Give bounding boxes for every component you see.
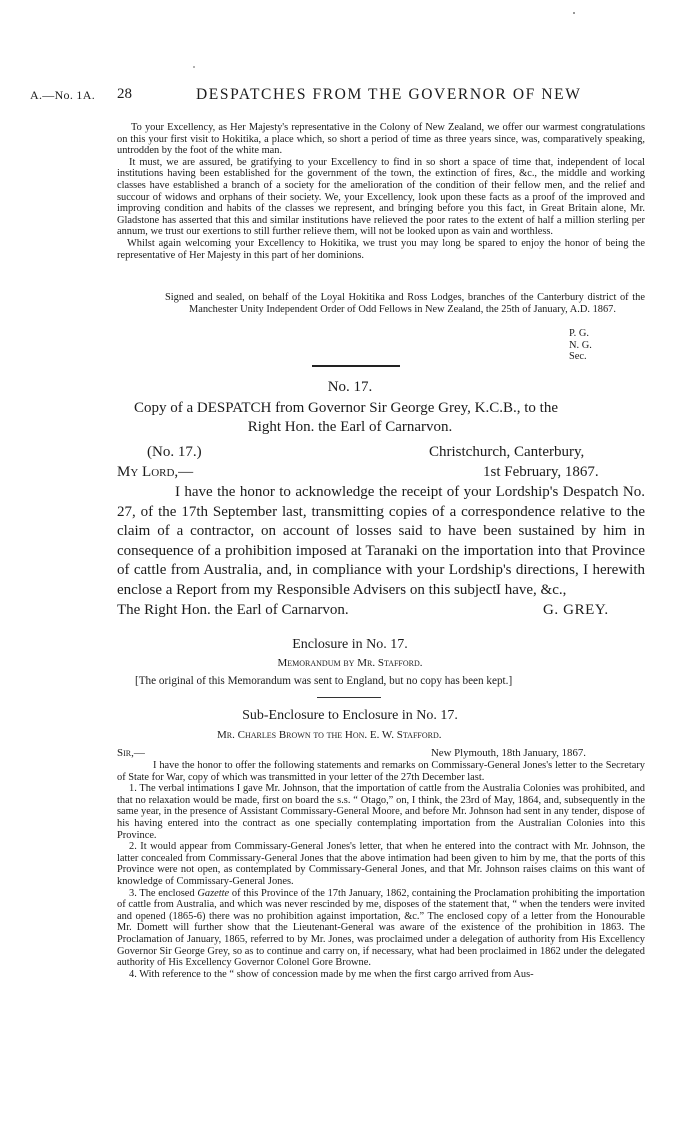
text-run: Gazette [197,887,230,899]
paragraph [117,888,645,969]
paragraph: Signed and sealed, on behalf of the Loyal Hokitika and Ross Lodges, branches of the Canterbury district of the Manchester Unity Independent Order of Odd Fellows in New Zealand, the 25th of January, A.D. 1867. [165,292,645,315]
paragraph: 1. The verbal intimations I gave Mr. Johnson, that the importation of cattle from the Australia Colonies was prohibited, and that no relaxation would be made, first on board the s.s. “ Otago,” on, I think, the 23rd of May, 1864, and, subsequently in the same year, in the presence of Assistant Commissary-General Moore, and before Mr. Johnson had sent in any tender, dispose of his having entered into the contract as one specially contemplating importation from the Australian Colonies into this Province. [117,783,645,841]
paragraph: 2. It would appear from Commissary-General Jones's letter, that when he entered into the contract with Mr. Johnson, the latter concealed from Commissary-General Jones that the above intimation had been given to him by me, that the ports of this Province were not open, as contemplated by Commissary-General Jones, and that Mr. Johnson raises claims on this want of knowledge of Commissary-General Jones. [117,841,645,887]
despatch-body: I have the honor to acknowledge the receipt of your Lordship's Despatch No. 27, of the 17th September last, transmitting copies of a correspondence relative to the claim of a contractor, on account of losses said to have been sustained by him in consequence of a prohibition imposed at Taranaki on the importation into that Province of cattle from Australia, and, in compliance with your Lordship's directions, I herewith enclose a Report from my Responsible Advisers on this subject. [117,484,645,598]
despatch-number: (No. 17.) [147,444,202,460]
signatory-pg: P. G. [569,328,589,339]
despatch-closing: I have, &c., [496,582,567,598]
letter-body [117,760,645,980]
letter-place-date: New Plymouth, 18th January, 1867. [431,747,586,759]
enclosure-heading: Enclosure in No. 17. [292,637,408,652]
paragraph: I have the honor to offer the following statements and remarks on Commissary-General Jones's letter to the Secretary of State for War, copy of which was transmitted in your letter of the 27th December last. [117,760,645,783]
sub-enclosure-heading: Sub-Enclosure to Enclosure in No. 17. [242,708,458,723]
enclosure-subheading: Memorandum by Mr. Stafford. [277,657,423,669]
letter-salutation: Sir,— [117,747,145,759]
signatories [569,328,592,363]
despatch-signature: G. GREY. [543,602,609,618]
despatch-heading: No. 17. [327,379,373,395]
paragraph: It must, we are assured, be gratifying to your Excellency to find in so short a space of time that, independent of local institutions having been established for the government of the town, the extinction of fires, &c., the middle and working classes have established a branch of a society for the amelioration of the condition of their fellow men, and the relief and succour of widows and orphans of their society. We, your Excellency, look upon these facts as a proof of the improved and improving condition and habits of the classes we represent, and bringing before you this fact, in Great Britain alone, Mr. Gladstone has asserted that this and similar institutions have relieved the poor rates to the extent of half a million sterling per annum, we trust our exertions to still further relieve them, will not be looked upon as vain and worthless. [117,156,645,238]
sub-enclosure-subheading: Mr. Charles Brown to the Hon. E. W. Stafford. [217,729,442,741]
text-run: of this Province of the 17th January, 1862, containing the Proclamation prohibiting the importation of cattle from Australia, and which was never rescinded by me, disposes of the statement that, “ when the tenders were invited and opened (1865-6) there was no prohibition against importation, &c.” The enclosed copy of a letter from the Honourable Mr. Domett will further show that the Lieutenant-General was aware of the existence of the prohibition in 1863. The Proclamation of January, 1865, referred to by Mr. Jones, was proclaimed under a delegation of authority from His Excellency Governor Sir George Grey, so as to continue and carry on, if necessary, what had been proclaimed in 1862 under the delegated authority of His Excellency Governor Colonel Gore Browne. [117,887,645,969]
document-reference: A.—No. 1A. [30,88,95,102]
despatch-title-line2: Right Hon. the Earl of Carnarvon. [247,419,453,435]
running-header [0,86,700,106]
despatch-salutation: My Lord,— [117,464,194,480]
despatch-title-line1 [134,399,634,419]
speck [193,66,195,68]
paragraph: To your Excellency, as Her Majesty's representative in the Colony of New Zealand, we offer our warmest congratulations on this your first visit to Hokitika, a place which, so short a period of time as three years since, was, comparatively speaking, untrodden by the foot of the white man. [117,122,645,157]
address-text [117,122,645,261]
despatch-date: 1st February, 1867. [483,464,599,480]
signatory-ng: N. G. [569,339,592,351]
signed-statement [117,292,645,315]
despatch-title: Copy of a DESPATCH from Governor Sir George Grey, K.C.B., to the [134,400,558,416]
section-rule [312,365,400,367]
paragraph: 4. With reference to the “ show of concession made by me when the first cargo arrived from Aus- [129,968,534,980]
despatch-place: Christchurch, Canterbury, [429,444,585,460]
page-number: 28 [117,86,132,102]
speck [573,12,575,14]
enclosure-note: [The original of this Memorandum was sent to England, but no copy has been kept.] [135,675,513,687]
section-rule [317,697,381,698]
despatch-recipient: The Right Hon. the Earl of Carnarvon. [117,602,349,618]
text-run: 3. The enclosed [129,887,198,899]
signatory-sec: Sec. [569,351,587,363]
running-title: DESPATCHES FROM THE GOVERNOR OF NEW [196,86,582,103]
paragraph: Whilst again welcoming your Excellency to Hokitika, we trust you may long be spared to enjoy the honor of being the representative of Her Majesty in this part of her dominions. [117,237,645,261]
